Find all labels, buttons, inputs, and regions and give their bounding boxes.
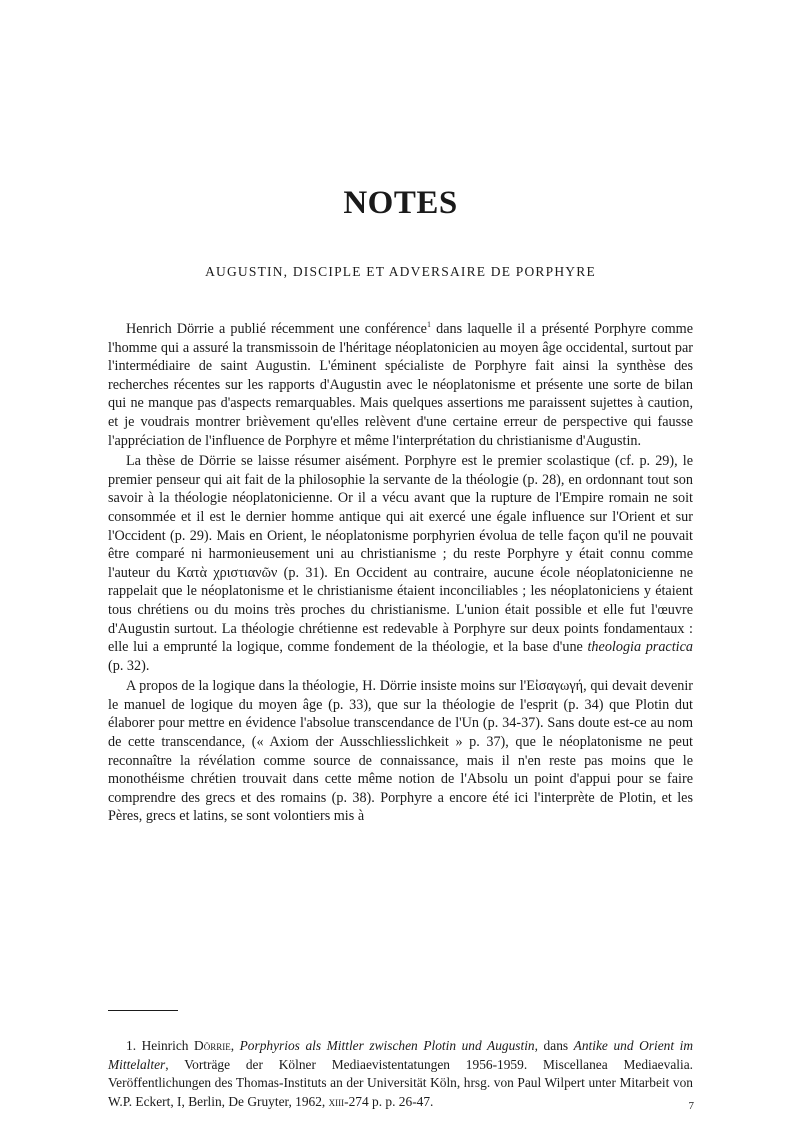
- footnote-collection-title: Antike und Orient im Mittelalter: [108, 1038, 694, 1072]
- footnote-separator-2: , dans: [534, 1038, 574, 1053]
- footnote-number: 1.: [126, 1038, 137, 1053]
- footnote-separator-1: ,: [230, 1038, 240, 1053]
- paragraph-3-text-a: A propos de la logique dans la théologie, H. Dörrie insiste moins sur l': [126, 678, 527, 695]
- footnote-work-title: Porphyrios als Mittler zwischen Plotin und Augustin: [239, 1038, 535, 1053]
- theologia-practica-term: theologia practica: [587, 639, 693, 656]
- footnote-page-range: -274 p. p. 26-47.: [344, 1093, 434, 1109]
- paragraph-2-text-a: La thèse de Dörrie se laisse résumer aisément. Porphyre est le premier scolastique (cf. p. 29), le premier penseur qui ait fait de la philosophie la servante de la théologie (p. 28), en ordonnant tout son savoir à la théologie néoplatonicienne. Or il a vécu avant que la rupture de l'Empire romain ne soit consommée et il est le dernier homme antique qui ait exercé une égale influence sur l'Orient et sur l'Occident (p. 29). Mais en Orient, le néoplatonisme porphyrien évolua de telle façon qu'il ne pouvait être comparé ni harmonieusement uni au christianisme ; du reste Porphyre y était connu comme l'auteur du: [108, 453, 693, 581]
- footnote-author-first: Heinrich: [136, 1038, 195, 1053]
- footnote-publication-details: , Vorträge der Kölner Mediaevistentatungen 1956-1959. Miscellanea Mediaevalia. Veröffentlichungen des Thomas-Instituts an der Universität Köln, hrsg. von Paul Wilpert unter Mitarbeit von W.P. Eckert, I, Berlin, De Gruyter, 1962,: [108, 1056, 693, 1109]
- page-title: NOTES: [343, 185, 458, 221]
- paragraph-2-text-b: (p. 31). En Occident au contraire, aucune école néoplatonicienne ne rappelait que le néoplatonisme et le christianisme étaient inconciliables ; les néoplatoniciens y étaient tous chrétiens ou du moins très proches du christianisme. L'union était possible et elle fut l'œuvre d'Augustin surtout. La théologie chrétienne est redevable à Porphyre sur deux points fondamentaux : elle lui a emprunté la logique, comme fondement de la théologie, et la base d'une: [108, 564, 693, 656]
- footnote-1: [108, 1037, 693, 1111]
- footnote-reference: 1: [426, 320, 431, 329]
- paragraph-1: [108, 320, 693, 450]
- article-body: [108, 320, 693, 826]
- paragraph-1-text-a: Henrich Dörrie a publié récemment une conférence: [126, 321, 427, 337]
- footnote-roman-pages: xiii: [328, 1093, 345, 1109]
- greek-title-eisagoge: Εἰσαγωγή: [526, 678, 584, 695]
- footnote-divider: [108, 1010, 178, 1011]
- footnote-author-last: Dörrie: [194, 1038, 231, 1053]
- paragraph-3-text-b: , qui devait devenir le manuel de logique du moyen âge (p. 33), que sur la théologie de l'esprit (p. 34) que Plotin dut élaborer pour mettre en évidence l'absolue transcendance de l'Un (p. 34-37). Sans doute est-ce au nom de cette transcendance, (« Axiom der Ausschliesslichkeit » p. 37), que le néoplatonisme ne peut reconnaître la révélation comme source de connaissance, mais il n'en reste pas moins que le monothéisme chrétien trouvait dans cette même notion de l'Absolu un point d'appui pour se faire comprendre des grecs et des romains (p. 38). Porphyre a encore été ici l'interprète de Plotin, et les Pères, grecs et latins, se sont volontiers mis à: [108, 678, 693, 825]
- article-title: AUGUSTIN, DISCIPLE ET ADVERSAIRE DE PORPHYRE: [205, 264, 596, 279]
- greek-title-kata-christianon: Κατὰ χριστιανῶν: [176, 564, 278, 581]
- page-number: 7: [688, 1100, 694, 1112]
- paragraph-2-text-c: (p. 32).: [108, 657, 150, 674]
- paragraph-1-text-b: dans laquelle il a présenté Porphyre comme l'homme qui a assuré la transmissoin de l'héritage néoplatonicien au moyen âge occidental, surtout par l'intermédiaire de saint Augustin. L'éminent spécialiste de Porphyre fait ainsi la synthèse des recherches récentes sur les rapports d'Augustin avec le néoplatonisme et présente une sorte de bilan qui ne manque pas d'aspects remarquables. Mais quelques assertions me paraissent sujettes à caution, et je voudrais montrer brièvement qu'elles relèvent d'une certaine erreur de perspective qui fausse l'appréciation de l'influence de Porphyre et même l'interprétation du christianisme d'Augustin.: [108, 321, 693, 449]
- paragraph-2: [108, 452, 693, 675]
- paragraph-3: [108, 677, 693, 826]
